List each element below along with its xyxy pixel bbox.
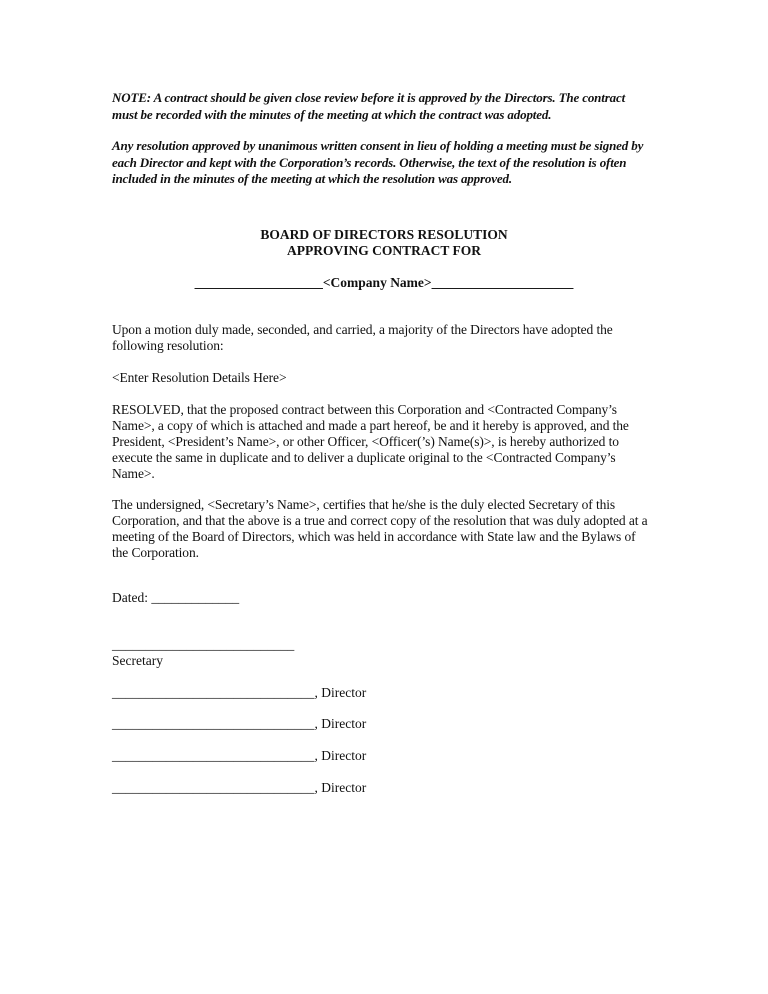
director-signature-line: ______________________________, Director bbox=[112, 685, 367, 700]
resolved-paragraph: RESOLVED, that the proposed contract between this Corporation and <Contracted Company’s Name>, a copy of which is attached and made a part hereof, be and it hereby is approved, and the President, <President’s Name>, or other Officer, <Officer(’s) Name(s)>, is hereby authorized to execute the same in duplicate and to deliver a duplicate original to the <Contracted Company’s Name>. bbox=[112, 402, 629, 481]
director-signature-line: ______________________________, Director bbox=[112, 780, 367, 795]
document-title: BOARD OF DIRECTORS RESOLUTION bbox=[260, 227, 508, 242]
dated-line: Dated: _____________ bbox=[112, 590, 240, 605]
secretary-label: Secretary bbox=[112, 653, 163, 668]
resolution-details-placeholder: <Enter Resolution Details Here> bbox=[112, 370, 287, 385]
document-subtitle: APPROVING CONTRACT FOR bbox=[286, 243, 481, 258]
motion-paragraph: Upon a motion duly made, seconded, and carried, a majority of the Directors have adopted the following resolution: bbox=[112, 322, 613, 353]
secretary-signature-line: ___________________________ bbox=[112, 637, 295, 652]
director-signature-line: ______________________________, Director bbox=[112, 716, 367, 731]
certification-paragraph: The undersigned, <Secretary’s Name>, certifies that he/she is the duly elected Secretary of this Corporation, and that the above is a true and correct copy of the resolution that was duly adopted at a meeting of the Board of Directors, which was held in accordance with State law and the Bylaws of the Corporation. bbox=[112, 497, 648, 560]
director-signature-line: ______________________________, Director bbox=[112, 748, 367, 763]
resolution-consent-note: Any resolution approved by unanimous written consent in lieu of holding a meeting must be signed by each Director and kept with the Corporation’s records. Otherwise, the text of the resolution is often included in the minutes of the meeting at which the resolution was approved. bbox=[112, 138, 644, 186]
company-name-line: ___________________<Company Name>_____________________ bbox=[194, 275, 574, 290]
note-paragraph: NOTE: A contract should be given close review before it is approved by the Directors. The contract must be recorded with the minutes of the meeting at which the contract was adopted. bbox=[112, 90, 626, 122]
